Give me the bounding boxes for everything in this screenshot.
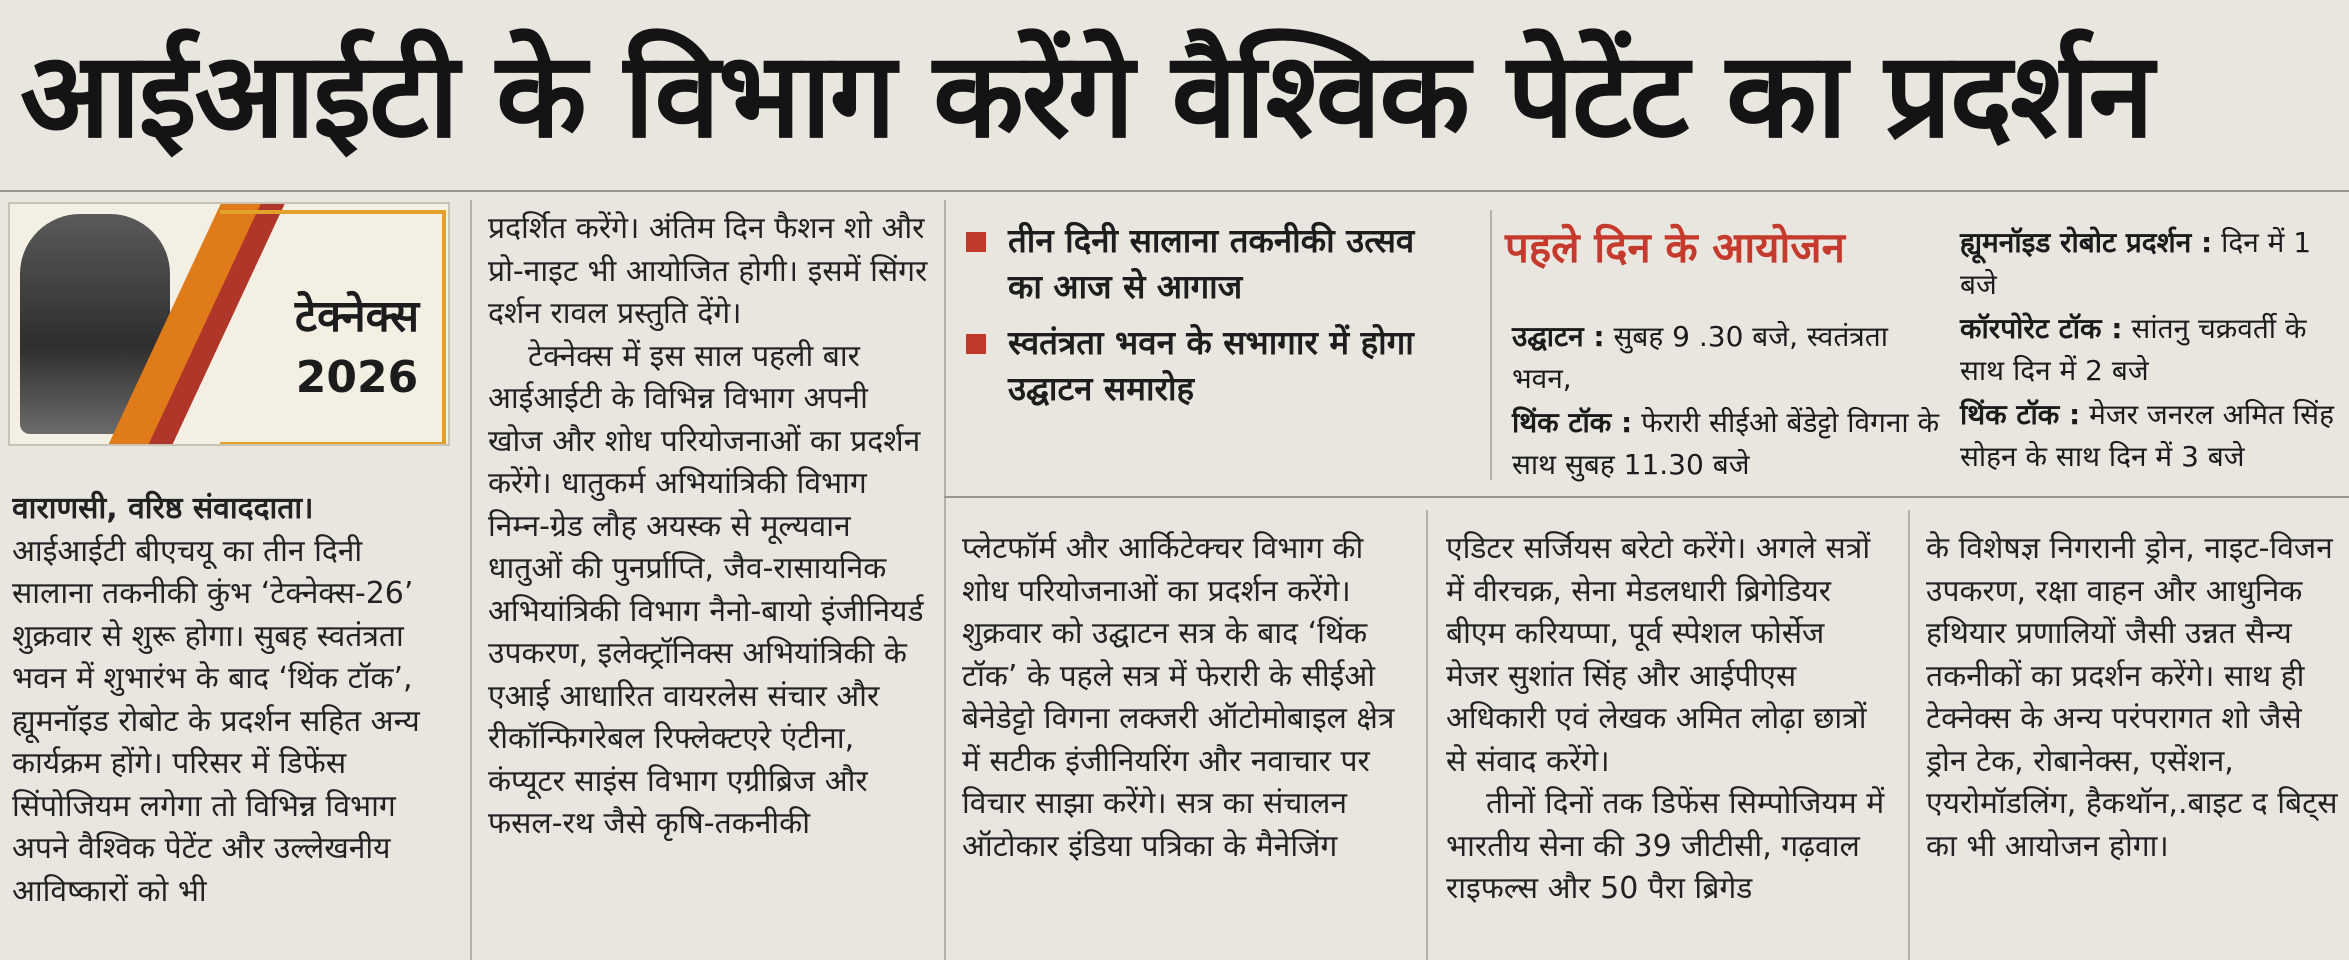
column-divider xyxy=(944,200,946,960)
column-divider xyxy=(1426,510,1428,960)
bullet-square-icon xyxy=(966,232,986,252)
article-column-5 xyxy=(1926,528,2346,958)
headline-rule xyxy=(0,190,2349,192)
column-text: तीनों दिनों तक डिफेंस सिम्पोजियम में भारतीय सेना की 39 जीटीसी, गढ़वाल राइफल्स और 50 पैरा ब्रिगेड xyxy=(1446,786,1885,906)
column-text: प्लेटफॉर्म और आर्किटेक्चर विभाग की शोध परियोजनाओं का प्रदर्शन करेंगे। शुक्रवार को उद्घाटन सत्र के बाद ‘थिंक टॉक’ के पहले सत्र में फेरारी के सीईओ बेनेडेट्टो विगना लक्जरी ऑटोमोबाइल क्षेत्र में सटीक इंजीनियरिंग और नवाचार पर विचार साझा करेंगे। सत्र का संचालन ऑटोकार इंडिया पत्रिका के मैनेजिंग xyxy=(962,531,1395,864)
highlight-text: स्वतंत्रता भवन के सभागार में होगा उद्घाटन समारोह xyxy=(1008,323,1414,408)
column-text: प्रदर्शित करेंगे। अंतिम दिन फैशन शो और प्रो-नाइट भी आयोजित होगी। इसमें सिंगर दर्शन रावल प्रस्तुति देंगे। xyxy=(488,211,928,331)
event-item: कॉरपोरेट टॉक : सांतनु चक्रवर्ती के साथ दिन में 2 बजे xyxy=(1960,312,2307,387)
column-text: आईआईटी बीएचयू का तीन दिनी सालाना तकनीकी कुंभ ‘टेक्नेक्स-26’ शुक्रवार से शुरू होगा। सुबह स्वतंत्रता भवन में शुभारंभ के बाद ‘थिंक टॉक’, ह्यूमनॉइड रोबोट के प्रदर्शन सहित अन्य कार्यक्रम होंगे। परिसर में डिफेंस सिंपोजियम लगेगा तो विभिन्न विभाग अपने वैश्विक पेटेंट और उल्लेखनीय आविष्कारों को भी xyxy=(12,533,420,909)
column-divider xyxy=(1908,510,1910,960)
events-list-right xyxy=(1960,222,2345,480)
column-divider xyxy=(470,200,472,960)
article-column-1 xyxy=(12,488,444,958)
dateline: वाराणसी, वरिष्ठ संवाददाता। xyxy=(12,491,314,526)
highlight-item xyxy=(958,218,1458,310)
article-column-2 xyxy=(488,208,928,960)
column-divider xyxy=(1490,210,1492,480)
event-item: थिंक टॉक : मेजर जनरल अमित सिंह सोहन के साथ दिन में 3 बजे xyxy=(1960,398,2334,473)
article-column-4 xyxy=(1446,528,1886,958)
logo-name: टेक्नेक्स xyxy=(294,291,420,342)
highlights-box xyxy=(958,218,1458,458)
event-item: उद्घाटन : सुबह 9 .30 बजे, स्वतंत्रता भवन, xyxy=(1512,320,1888,395)
box-bottom-rule xyxy=(944,496,2349,498)
column-text: टेक्नेक्स में इस साल पहली बार आईआईटी के विभिन्न विभाग अपनी खोज और शोध परियोजनाओं का प्रदर्शन करेंगे। धातुकर्म अभियांत्रिकी विभाग निम्न-ग्रेड लौह अयस्क से मूल्यवान धातुओं की पुनर्प्राप्ति, जैव-रासायनिक अभियांत्रिकी विभाग नैनो-बायो इंजीनियर्ड उपकरण, इलेक्ट्रॉनिक्स अभियांत्रिकी के एआई आधारित वायरलेस संचार और रीकॉन्फिगरेबल रिफ्लेक्टएरे एंटीना, कंप्यूटर साइंस विभाग एग्रीब्रिज और फसल-रथ जैसे कृषि-तकनीकी xyxy=(488,338,924,841)
events-list-left xyxy=(1512,316,1952,488)
technex-logo xyxy=(8,202,450,446)
column-text: एडिटर सर्जियस बरेटो करेंगे। अगले सत्रों में वीरचक्र, सेना मेडलधारी ब्रिगेडियर बीएम करियप्पा, पूर्व स्पेशल फोर्सेज मेजर सुशांत सिंह और आईपीएस अधिकारी एवं लेखक अमित लोढ़ा छात्रों से संवाद करेंगे। xyxy=(1446,531,1871,779)
highlight-text: तीन दिनी सालाना तकनीकी उत्सव का आज से आगाज xyxy=(1008,221,1415,306)
highlight-item xyxy=(958,320,1458,412)
events-title: पहले दिन के आयोजन xyxy=(1505,223,1845,272)
article-column-3 xyxy=(962,528,1402,958)
headline: आईआईटी के विभाग करेंगे वैश्विक पेटेंट का प्रदर्शन xyxy=(20,26,2152,164)
event-item: ह्यूमनॉइड रोबोट प्रदर्शन : दिन में 1 बजे xyxy=(1960,226,2312,301)
bullet-square-icon xyxy=(966,334,986,354)
event-item: थिंक टॉक : फेरारी सीईओ बेंडेट्टो विगना के साथ सुबह 11.30 बजे xyxy=(1512,406,1940,481)
logo-year: 2026 xyxy=(295,352,419,403)
column-text: के विशेषज्ञ निगरानी ड्रोन, नाइट-विजन उपकरण, रक्षा वाहन और आधुनिक हथियार प्रणालियों जैसी उन्नत सैन्य तकनीकों का प्रदर्शन करेंगे। साथ ही टेक्नेक्स के अन्य परंपरागत शो जैसे ड्रोन टेक, रोबानेक्स, एसेंशन, एयरोमॉडलिंग, हैकथॉन,.बाइट द बिट्स का भी आयोजन होगा। xyxy=(1926,531,2338,864)
